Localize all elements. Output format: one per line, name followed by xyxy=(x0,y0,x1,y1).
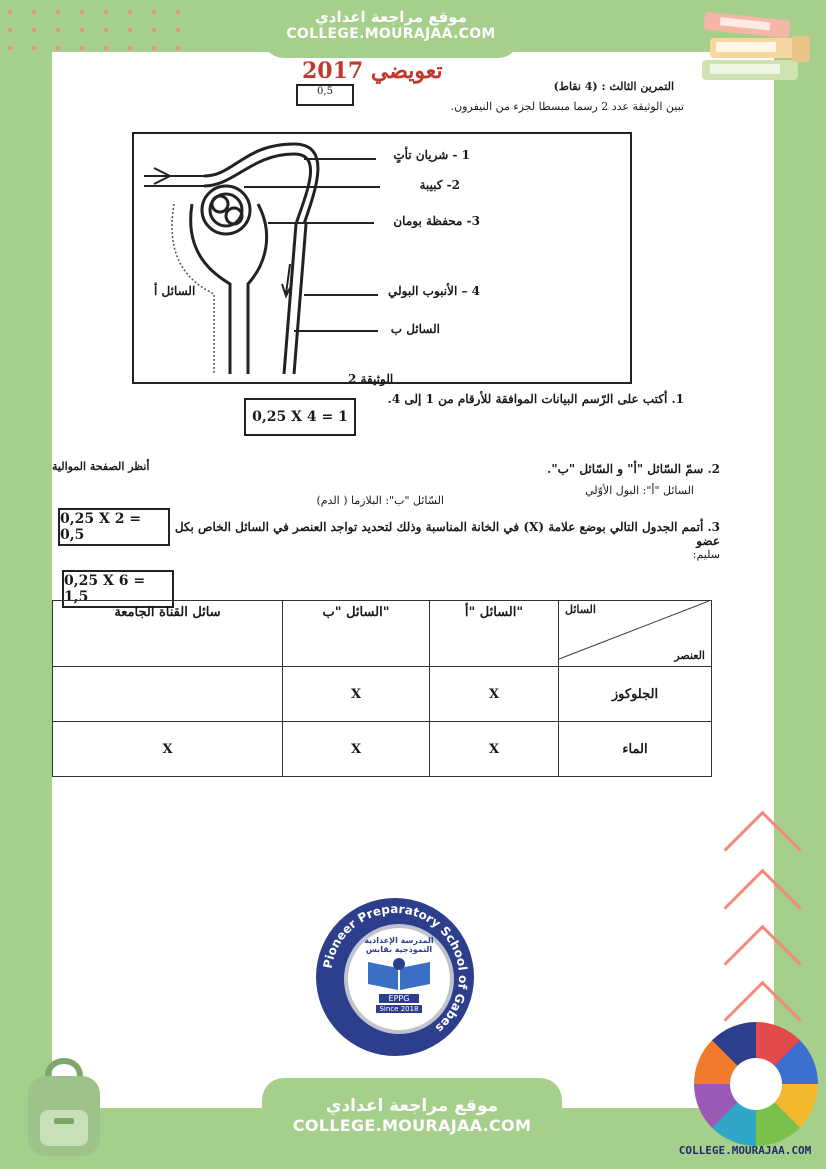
backpack-icon xyxy=(14,1052,114,1162)
nephron-drawing xyxy=(134,134,630,382)
wheel-center xyxy=(730,1058,782,1110)
figure-label-2: 2- كبيبة xyxy=(419,178,460,192)
corner-label-liquid: السائل xyxy=(565,603,596,616)
question-1: 1. أكتب على الرّسم البيانات الموافقة للأرقام من 1 إلى 4. xyxy=(387,392,684,406)
table-cell: X xyxy=(53,722,283,777)
nephron-diagram xyxy=(132,132,632,384)
label-line-4 xyxy=(304,294,378,296)
corner-label-element: العنصر xyxy=(674,649,705,662)
table-header-corner xyxy=(559,601,712,667)
table-cell: X xyxy=(430,667,559,722)
book-icon xyxy=(348,954,450,994)
footer-site-url[interactable]: COLLEGE.MOURAJAA.COM xyxy=(292,1116,532,1135)
table-row-label: الجلوكوز xyxy=(559,667,712,722)
score-box-q3: 0,25 X 6 = 1,5 xyxy=(62,570,174,608)
corner-logo-url[interactable]: COLLEGE.MOURAJAA.COM xyxy=(678,1144,812,1157)
school-logo-since: Since 2018 xyxy=(376,1005,422,1013)
table-cell xyxy=(53,667,283,722)
site-wheel-logo[interactable] xyxy=(694,1022,818,1146)
answer-2b: السّائل "ب": البلازما ( الدم) xyxy=(316,494,444,507)
school-logo-abbr: EPPG xyxy=(379,994,419,1003)
next-page-note: أنظر الصفحة الموالية xyxy=(52,460,150,473)
score-box-top: 0,5 xyxy=(296,84,354,106)
table-header-liquid-b-3: سائل القناة الجامعة xyxy=(53,601,283,667)
figure-label-1: 1 - شريان تأتٍ xyxy=(393,148,470,162)
question-2: 2. سمّ السّائل "أ" و السّائل "ب". xyxy=(547,462,720,476)
school-logo-inner xyxy=(344,924,454,1034)
table-header-liquid-b: السائل "ب" xyxy=(282,601,429,667)
label-line-3 xyxy=(268,222,374,224)
site-url[interactable]: COLLEGE.MOURAJAA.COM xyxy=(286,26,496,42)
exam-title: تعويضي 2017 xyxy=(302,58,443,84)
score-box-q1: 0,25 X 4 = 1 xyxy=(244,398,356,436)
answer-2a: السائل "أ": البول الأوّلي xyxy=(585,484,694,497)
svg-text:Pioneer Preparatory School of: Pioneer Preparatory School of Gabes xyxy=(320,901,471,1036)
table-row xyxy=(53,722,712,777)
table-header-liquid-a: السائل "أ" xyxy=(430,601,559,667)
table-cell: X xyxy=(282,722,429,777)
label-line-b xyxy=(294,330,378,332)
document-reference: الوثيقة 2 xyxy=(348,372,394,386)
table-row-label: الماء xyxy=(559,722,712,777)
figure-label-3: 3- محفظة بومان xyxy=(393,214,480,228)
site-footer-banner[interactable] xyxy=(262,1078,562,1169)
footer-site-name-arabic: موقع مراجعة اعدادي xyxy=(325,1096,499,1116)
label-line-1 xyxy=(304,158,376,160)
exercise-intro: تبين الوثيقة عدد 2 رسما مبسطا لجزء من النيفرون. xyxy=(450,100,684,113)
exam-document xyxy=(52,52,774,812)
exercise-heading: التمرين الثالث : (4 نقاط) xyxy=(553,80,674,93)
school-logo xyxy=(316,898,474,1056)
table-cell: X xyxy=(430,722,559,777)
site-header-banner[interactable] xyxy=(262,0,520,58)
label-line-2 xyxy=(244,186,380,188)
question-3: 3. أتمم الجدول التالي بوضع علامة (X) في الخانة المناسبة وذلك لتحديد تواجد العنصر في السائل الخاص بكل عضو xyxy=(174,520,720,548)
results-table xyxy=(52,600,712,777)
table-row xyxy=(53,667,712,722)
figure-label-4: 4 – الأنبوب البولي xyxy=(388,284,480,298)
score-box-q2: 0,25 X 2 = 0,5 xyxy=(58,508,170,546)
school-logo-arabic: المدرسة الإعدادية النموذجية بقابس xyxy=(364,936,434,954)
question-3-continued: سليم: xyxy=(692,548,720,561)
decorative-dots xyxy=(0,0,210,60)
figure-label-liquid-b: السائل ب xyxy=(390,322,440,336)
site-name-arabic: موقع مراجعة اعدادي xyxy=(315,8,467,26)
figure-label-liquid-a: السائل أ xyxy=(154,284,196,298)
table-cell: X xyxy=(282,667,429,722)
